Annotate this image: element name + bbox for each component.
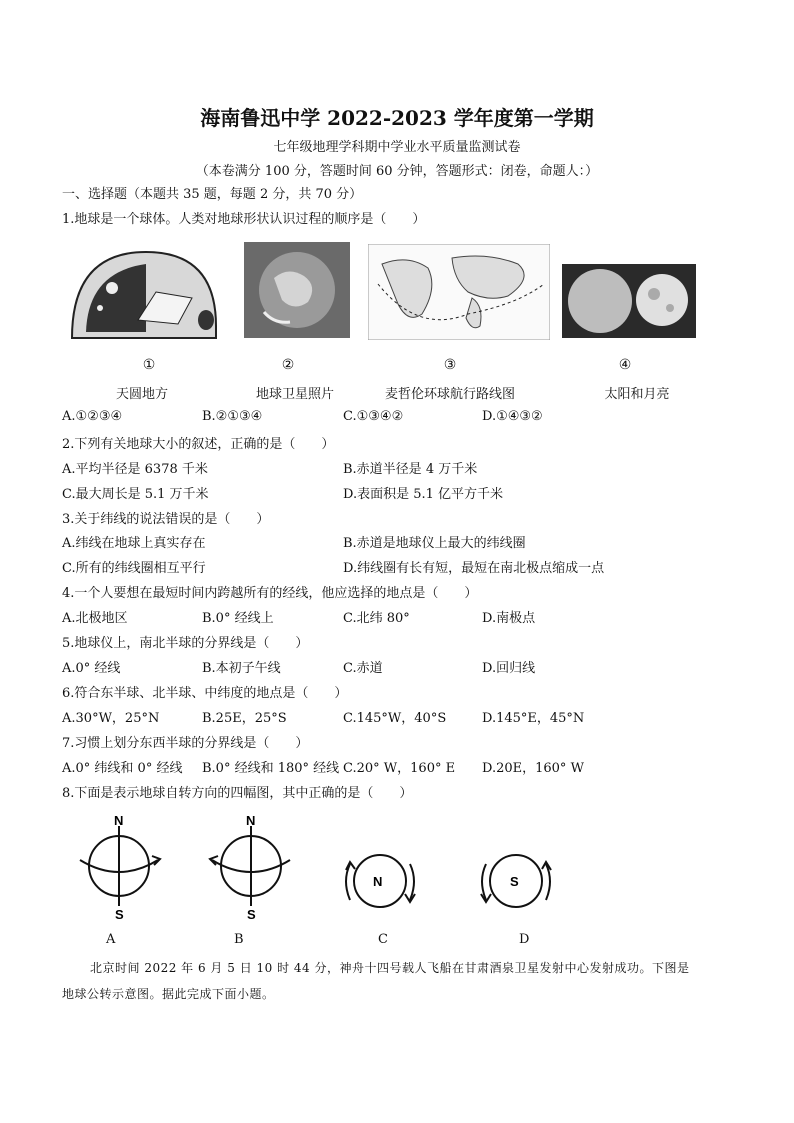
globe-a-north-label: N: [114, 813, 124, 828]
question-2-stem: 2.下列有关地球大小的叙述，正确的是（ ）: [62, 437, 335, 452]
globe-a-diagram: [74, 812, 164, 922]
q4-option-a: A.北极地区: [62, 611, 128, 626]
q7-option-c: C.20° W，160° E: [343, 761, 456, 776]
q8-label-c: C: [378, 932, 388, 947]
q6-option-b: B.25E，25°S: [202, 711, 287, 726]
pic-2-number: ②: [281, 357, 295, 373]
q2-option-d: D.表面积是 5.1 亿平方千米: [343, 487, 504, 502]
q7-option-b: B.0° 经线和 180° 经线: [202, 761, 340, 776]
question-5-stem: 5.地球仪上，南北半球的分界线是（ ）: [62, 636, 309, 651]
q2-option-c: C.最大周长是 5.1 万千米: [62, 487, 209, 502]
dome-sky-image: [66, 246, 220, 348]
q3-option-d: D.纬线圈有长有短，最短在南北极点缩成一点: [343, 561, 605, 576]
polar-d-south-label: S: [510, 874, 519, 889]
page-title: 海南鲁迅中学 2022-2023 学年度第一学期: [200, 106, 594, 130]
q8-label-d: D: [519, 932, 530, 947]
q7-option-a: A.0° 纬线和 0° 经线: [62, 761, 183, 776]
q3-option-b: B.赤道是地球仪上最大的纬线圈: [343, 536, 526, 551]
exam-info: （本卷满分 100 分，答题时间 60 分钟，答题形式：闭卷，命题人：）: [195, 164, 599, 179]
exam-subtitle: 七年级地理学科期中学业水平质量监测试卷: [273, 140, 521, 155]
q4-option-d: D.南极点: [482, 611, 536, 626]
sun-and-moon-image: [562, 264, 696, 338]
q4-option-b: B.0° 经线上: [202, 611, 274, 626]
q5-option-b: B.本初子午线: [202, 661, 281, 676]
q1-option-c: C.①③④②: [343, 409, 404, 424]
globe-a-south-label: S: [115, 907, 124, 922]
q6-option-d: D.145°E，45°N: [482, 711, 585, 726]
q7-option-d: D.20E，160° W: [482, 761, 584, 776]
pic-1-number: ①: [142, 357, 156, 373]
satellite-photo-image: [244, 242, 350, 338]
pic-1-caption: 天圆地方: [115, 387, 168, 402]
magellan-route-map: [368, 244, 550, 340]
q4-option-c: C.北纬 80°: [343, 611, 410, 626]
passage-line-2: 地球公转示意图。据此完成下面小题。: [62, 987, 275, 1001]
q3-option-c: C.所有的纬线圈相互平行: [62, 561, 206, 576]
globe-b-south-label: S: [247, 907, 256, 922]
polar-view-c-diagram: [340, 844, 420, 918]
polar-c-north-label: N: [373, 874, 383, 889]
q5-option-c: C.赤道: [343, 661, 383, 676]
globe-b-north-label: N: [246, 813, 256, 828]
q1-option-a: A.①②③④: [62, 409, 123, 424]
question-7-stem: 7.习惯上划分东西半球的分界线是（ ）: [62, 736, 309, 751]
pic-3-number: ③: [443, 357, 457, 373]
question-8-stem: 8.下面是表示地球自转方向的四幅图，其中正确的是（ ）: [62, 786, 413, 801]
question-1-stem: 1.地球是一个球体。人类对地球形状认识过程的顺序是（ ）: [62, 212, 426, 227]
q2-option-b: B.赤道半径是 4 万千米: [343, 462, 478, 477]
q2-option-a: A.平均半径是 6378 千米: [62, 462, 208, 477]
q5-option-a: A.0° 经线: [62, 661, 121, 676]
q6-option-c: C.145°W，40°S: [343, 711, 447, 726]
passage-line-1: 北京时间 2022 年 6 月 5 日 10 时 44 分，神舟十四号载人飞船在甘肃酒泉卫星发射中心发射成功。下图是: [90, 961, 690, 975]
q5-option-d: D.回归线: [482, 661, 536, 676]
pic-4-number: ④: [618, 357, 632, 373]
globe-b-diagram: [206, 812, 296, 922]
q1-option-b: B.②①③④: [202, 409, 263, 424]
q1-option-d: D.①④③②: [482, 409, 543, 424]
q8-label-a: A: [106, 932, 116, 947]
question-3-stem: 3.关于纬线的说法错误的是（ ）: [62, 512, 270, 527]
pic-2-caption: 地球卫星照片: [255, 387, 334, 402]
pic-3-caption: 麦哲伦环球航行路线图: [384, 387, 515, 402]
pic-4-caption: 太阳和月亮: [604, 387, 670, 402]
q6-option-a: A.30°W，25°N: [62, 711, 160, 726]
q8-label-b: B: [234, 932, 244, 947]
question-6-stem: 6.符合东半球、北半球、中纬度的地点是（ ）: [62, 686, 348, 701]
polar-view-d-diagram: [476, 844, 556, 918]
section-heading: 一、选择题（本题共 35 题，每题 2 分，共 70 分）: [62, 187, 363, 202]
question-4-stem: 4.一个人要想在最短时间内跨越所有的经线，他应选择的地点是（ ）: [62, 586, 478, 601]
q3-option-a: A.纬线在地球上真实存在: [62, 536, 206, 551]
